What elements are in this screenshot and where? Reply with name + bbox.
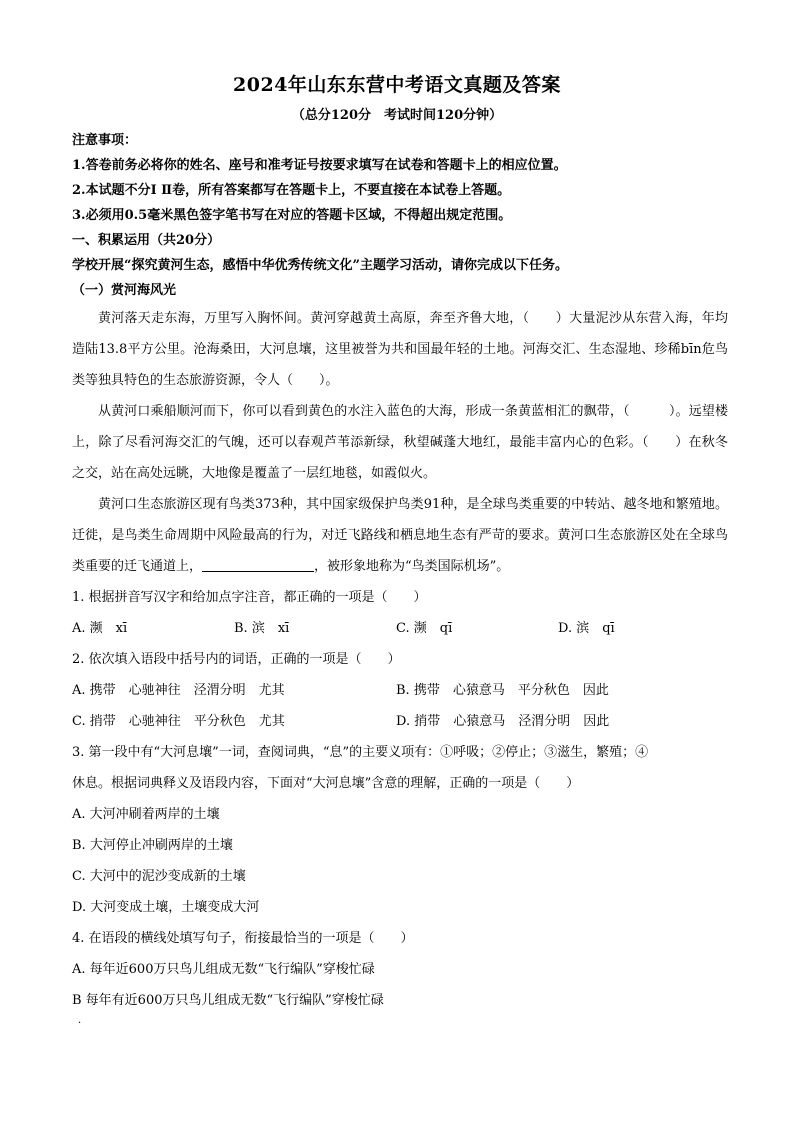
page-title: 2024年山东东营中考语文真题及答案 <box>233 74 561 96</box>
option-d: D. 滨 qī <box>558 621 615 636</box>
sub-section-heading: （一）赏河海风光 <box>72 283 177 298</box>
page-mark: · <box>78 1018 82 1029</box>
passage-paragraph: 从黄河口乘船顺河而下，你可以看到黄色的水注入蓝色的大海，形成一条黄蓝相汇的飘带，（ ）。远望楼上，除了尽看河海交汇的气魄，还可以春观芦苇添新绿，秋望碱蓬大地红，最能丰富内心的色彩。（ ）在秋冬之交，站在高处远眺，大地像是覆盖了一层红地毯，如霞似火。 <box>72 404 728 481</box>
option-c: C. 捎带 心驰神往 平分秋色 尤其 <box>72 714 285 729</box>
option-b: B 每年有近600万只鸟儿组成无数“飞行编队”穿梭忙碌 <box>72 993 384 1008</box>
option-d: D. 捎带 心猿意马 泾渭分明 因此 <box>396 714 610 729</box>
question-stem: 3. 第一段中有“大河息壤”一词，查阅词典，“息”的主要义项有：①呼吸；②停止；③滋生，繁殖；④ <box>72 745 649 760</box>
passage-text: ，被形象地称为“鸟类国际机场”。 <box>314 559 510 574</box>
section-heading: 一、积累运用（共20分） <box>72 233 221 248</box>
notice-item: 1.答卷前务必将你的姓名、座号和准考证号按要求填写在试卷和答题卡上的相应位置。 <box>72 158 567 173</box>
option-d: D. 大河变成土壤，土壤变成大河 <box>72 900 260 915</box>
notice-item: 2.本试题不分Ⅰ Ⅱ卷，所有答案都写在答题卡上，不要直接在本试卷上答题。 <box>72 183 511 198</box>
option-a: A. 大河冲刷着两岸的土壤 <box>72 807 220 822</box>
question-stem: 4. 在语段的横线处填写句子，衔接最恰当的一项是（ ） <box>72 931 414 946</box>
fill-blank-line <box>202 557 314 572</box>
question-options <box>72 706 728 737</box>
question-options <box>72 675 728 706</box>
option-b: B. 大河停止冲刷两岸的土壤 <box>72 838 233 853</box>
option-a: A. 濒 xī <box>72 621 128 636</box>
section-intro: 学校开展“探究黄河生态，感悟中华优秀传统文化”主题学习活动，请你完成以下任务。 <box>72 258 568 273</box>
exam-content <box>72 128 728 1016</box>
option-a: A. 携带 心驰神往 泾渭分明 尤其 <box>72 683 285 698</box>
notice-item: 3.必须用0.5毫米黑色签字笔书写在对应的答题卡区域，不得超出规定范围。 <box>72 208 512 223</box>
option-a: A. 每年近600万只鸟儿组成无数“飞行编队”穿梭忙碌 <box>72 962 375 977</box>
question-stem: 1. 根据拼音写汉字和给加点字注音，都正确的一项是（ ） <box>72 590 427 605</box>
question-options <box>72 613 728 644</box>
option-c: C. 濒 qī <box>396 621 453 636</box>
question-stem: 2. 依次填入语段中括号内的词语，正确的一项是（ ） <box>72 652 401 667</box>
option-b: B. 滨 xī <box>234 621 290 636</box>
option-b: B. 携带 心猿意马 平分秋色 因此 <box>396 683 609 698</box>
question-stem: 休息。根据词典释义及语段内容，下面对“大河息壤”含意的理解，正确的一项是（ ） <box>72 776 580 791</box>
notice-heading: 注意事项： <box>72 133 138 148</box>
passage-paragraph <box>72 489 728 582</box>
option-c: C. 大河中的泥沙变成新的土壤 <box>72 869 246 884</box>
passage-text: 黄河口生态旅游区现有鸟类373种，其中国家级保护鸟类91种，是全球鸟类重要的中转站、越冬地和繁殖地。迁徙，是鸟类生命周期中风险最高的行为，对迁飞路线和栖息地生态有严苛的要求。黄河口生态旅游区处在全球鸟类重要的迁飞通道上， <box>72 497 728 574</box>
passage-paragraph: 黄河落天走东海，万里写入胸怀间。黄河穿越黄土高原，奔至齐鲁大地，（ ）大量泥沙从东营入海，年均造陆13.8平方公里。沧海桑田，大河息壤，这里被誉为共和国最年轻的土地。河海交汇、生态湿地、珍稀bīn危鸟类等独具特色的生态旅游资源，令人（ ）。 <box>72 311 728 388</box>
exam-info: （总分120分 考试时间120分钟） <box>291 108 503 123</box>
